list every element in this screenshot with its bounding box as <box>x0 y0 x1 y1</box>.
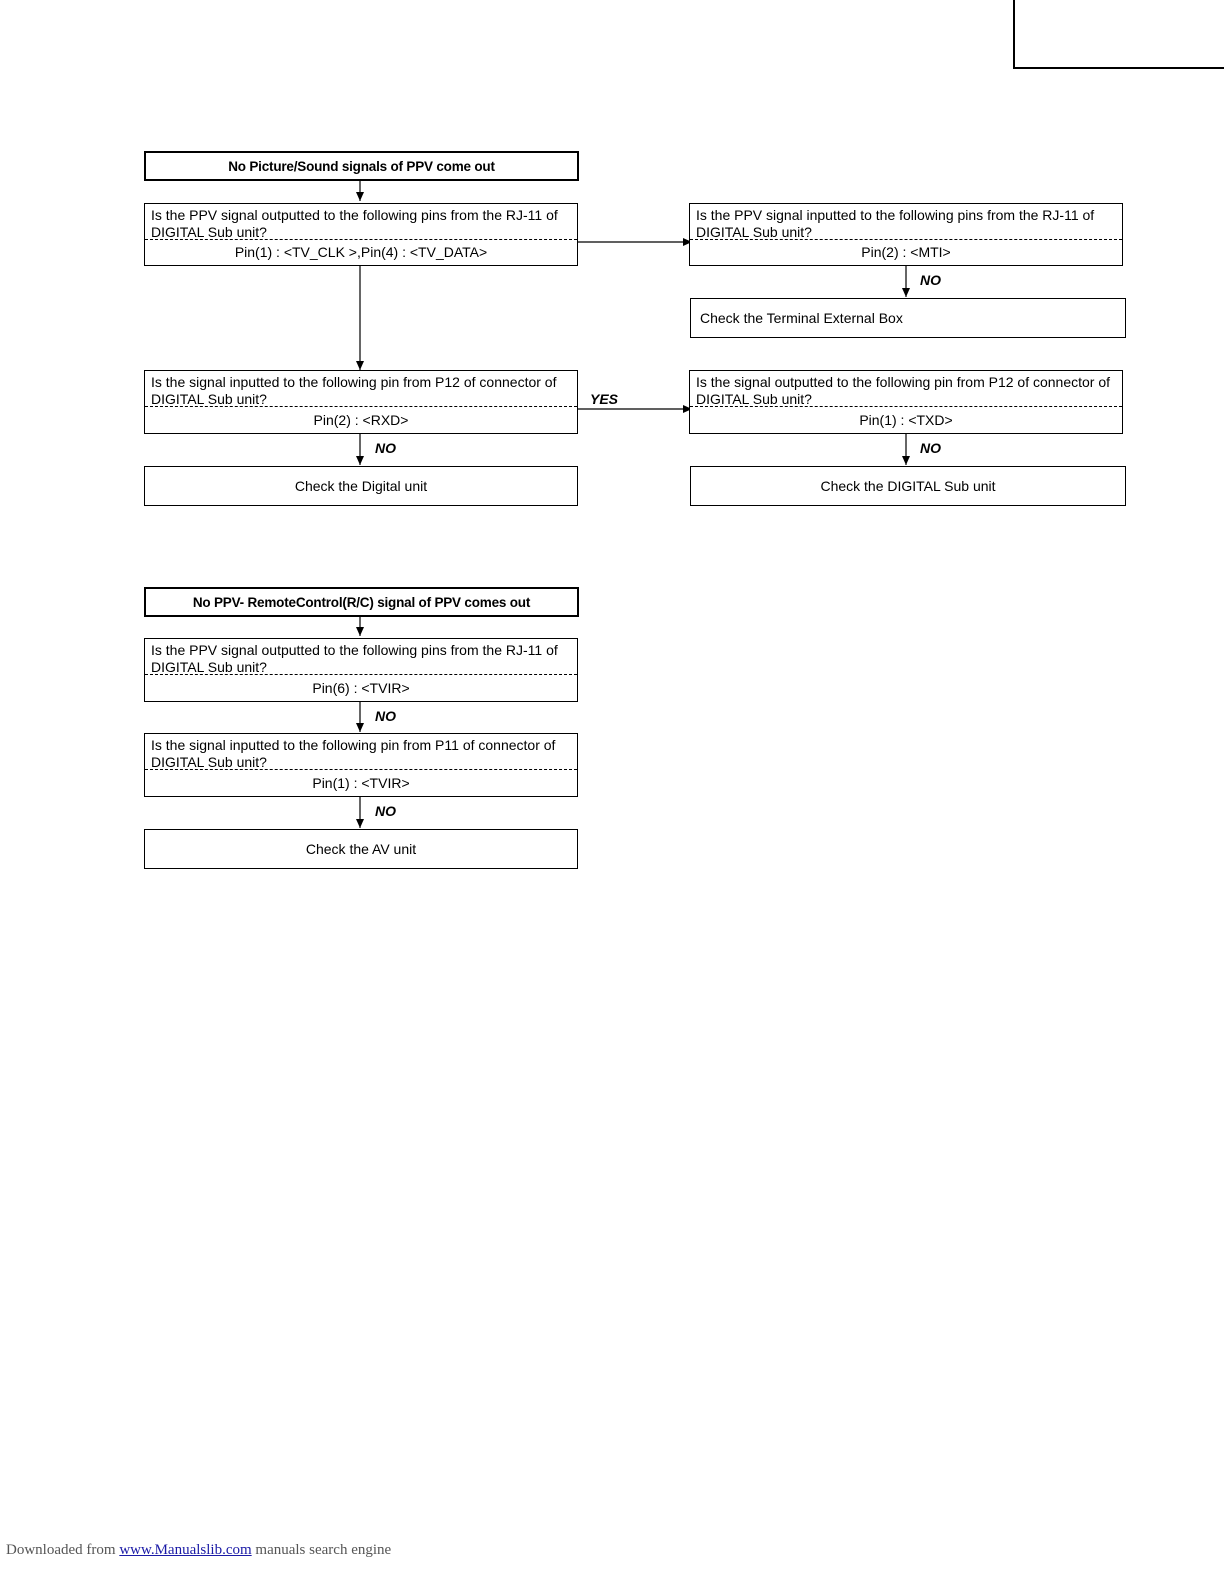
flow2-action-av: Check the AV unit <box>144 829 578 869</box>
flow1-q1-question: Is the PPV signal outputted to the following pins from the RJ-11 of DIGITAL Sub unit? <box>145 204 577 240</box>
flow2-q2-pin: Pin(1) : <TVIR> <box>312 774 410 791</box>
flow1-q4-no-label: NO <box>920 440 941 456</box>
flow1-action-terminal: Check the Terminal External Box <box>690 298 1126 338</box>
footer-link[interactable]: www.Manualslib.com <box>119 1542 252 1558</box>
flow1-action-digital: Check the Digital unit <box>144 466 578 506</box>
flow1-q2-question: Is the PPV signal inputted to the following pins from the RJ-11 of DIGITAL Sub unit? <box>690 204 1122 240</box>
flow1-q1-pin: Pin(1) : <TV_CLK >,Pin(4) : <TV_DATA> <box>234 244 488 260</box>
flow1-q2-box <box>689 203 1123 266</box>
flow1-q4-question: Is the signal outputted to the following pin from P12 of connector of DIGITAL Sub unit? <box>690 371 1122 407</box>
footer-suffix: manuals search engine <box>255 1542 392 1558</box>
flow1-q2-pin: Pin(2) : <MTI> <box>861 244 951 260</box>
download-footer <box>6 1542 391 1559</box>
flow1-q1-box <box>144 203 578 266</box>
flow2-q1-pin: Pin(6) : <TVIR> <box>312 679 410 696</box>
flow1-q2-no-label: NO <box>920 272 941 288</box>
flow1-q3-pin: Pin(2) : <RXD> <box>313 411 409 428</box>
flow2-q1-no-label: NO <box>375 708 396 724</box>
flow1-action-digital-sub: Check the DIGITAL Sub unit <box>690 466 1126 506</box>
flow1-yes-label: YES <box>590 391 619 407</box>
flow2-title: No PPV- RemoteControl(R/C) signal of PPV comes out <box>144 587 579 617</box>
flow2-q1-question: Is the PPV signal outputted to the following pins from the RJ-11 of DIGITAL Sub unit? <box>145 639 577 675</box>
flow1-title: No Picture/Sound signals of PPV come out <box>144 151 579 181</box>
footer-prefix: Downloaded from <box>6 1542 116 1558</box>
flow2-q1-box <box>144 638 578 702</box>
flow1-q3-box <box>144 370 578 434</box>
flow1-q4-pin: Pin(1) : <TXD> <box>859 411 953 428</box>
flow2-q2-box <box>144 733 578 797</box>
flow1-q4-box <box>689 370 1123 434</box>
flow2-q2-no-label: NO <box>375 803 396 819</box>
flow2-q2-question: Is the signal inputted to the following pin from P11 of connector of DIGITAL Sub unit? <box>145 734 577 770</box>
flow1-q3-question: Is the signal inputted to the following pin from P12 of connector of DIGITAL Sub unit? <box>145 371 577 407</box>
flow1-q3-no-label: NO <box>375 440 396 456</box>
